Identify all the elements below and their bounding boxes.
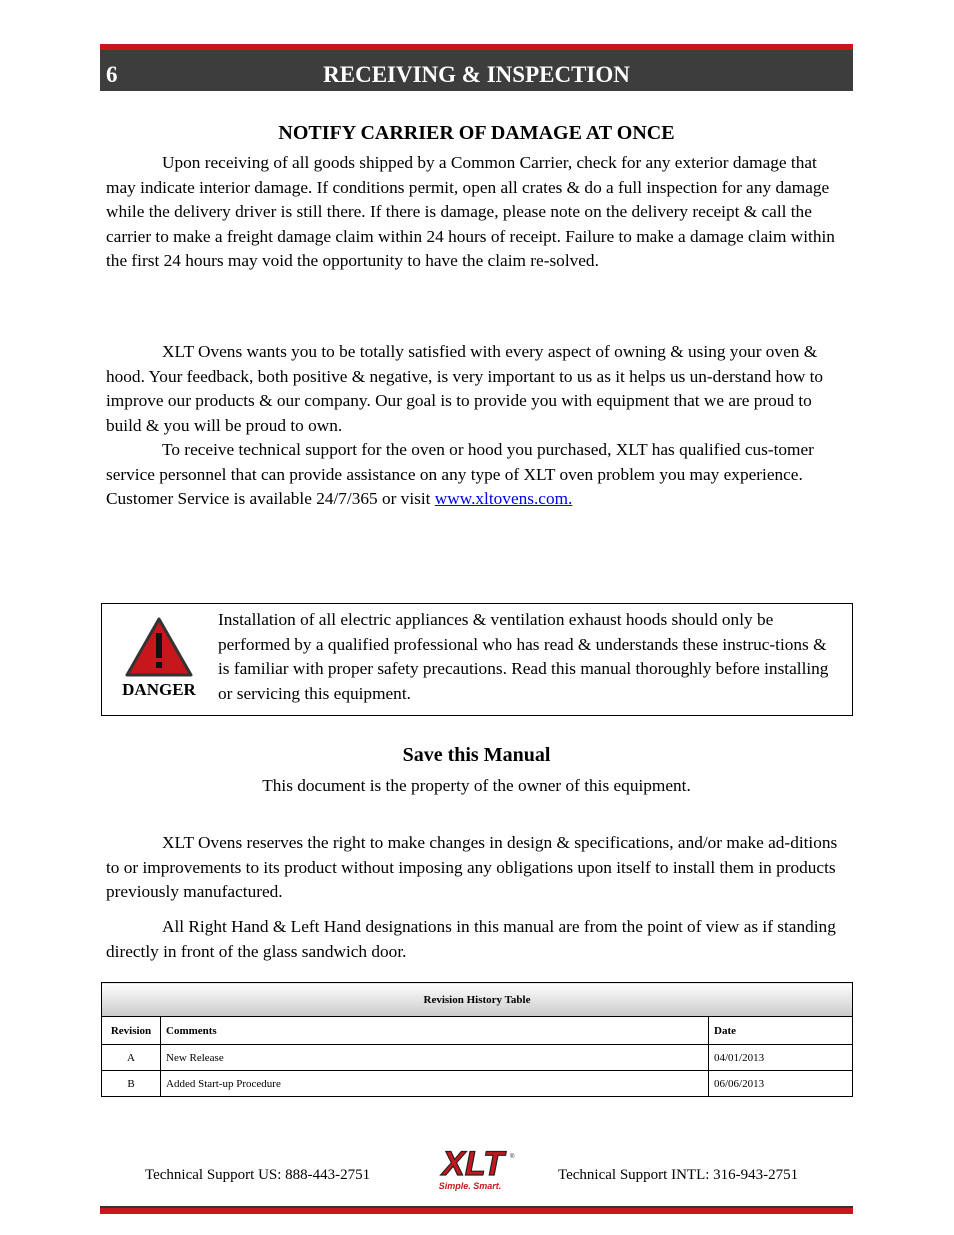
table-title: Revision History Table xyxy=(102,983,853,1017)
save-manual-heading: Save this Manual xyxy=(402,744,551,766)
save-manual-subtitle: This document is the property of the owner of this equipment. xyxy=(262,776,691,795)
table-header-row xyxy=(102,1017,853,1045)
website-link[interactable]: www.xltovens.com. xyxy=(434,489,573,509)
table-row xyxy=(102,1045,853,1071)
comments-cell: Added Start-up Procedure xyxy=(161,1071,709,1097)
warning-triangle-icon xyxy=(124,616,194,678)
column-header-revision: Revision xyxy=(102,1017,161,1045)
xlt-logo xyxy=(428,1142,524,1192)
danger-label: DANGER xyxy=(122,680,196,699)
comments-cell: New Release xyxy=(161,1045,709,1071)
section-header-bar xyxy=(100,44,853,91)
column-header-date: Date xyxy=(709,1017,853,1045)
revision-history-table xyxy=(101,982,853,1097)
table-row xyxy=(102,1071,853,1097)
support-paragraph xyxy=(106,438,848,512)
svg-text:®: ® xyxy=(510,1154,515,1160)
support-intl: Technical Support INTL: 316-943-2751 xyxy=(558,1167,799,1183)
revision-cell: A xyxy=(102,1045,161,1071)
support-text: To receive technical support for the oven or hood you purchased, XLT has qualified cus-tomer service personnel that can provide assistance on any type of XLT oven problem you may experience. Customer Service is available 24/7/365 or visit xyxy=(106,440,814,509)
notify-heading: NOTIFY CARRIER OF DAMAGE AT ONCE xyxy=(278,122,675,144)
logo-text: XLT xyxy=(442,1145,504,1183)
date-cell: 06/06/2013 xyxy=(709,1071,853,1097)
footer-rule xyxy=(100,1206,853,1214)
handedness-paragraph: All Right Hand & Left Hand designations in this manual are from the point of view as if standing directly in front of the glass sandwich door. xyxy=(106,917,836,961)
logo-tagline: Simple. Smart. xyxy=(438,1181,502,1191)
design-changes-paragraph: XLT Ovens reserves the right to make changes in design & specifications, and/or make ad-ditions to or improvements to its product without imposing any obligations upon itself to install them in products previously manufactured. xyxy=(106,833,838,902)
danger-box xyxy=(101,603,853,716)
danger-text: Installation of all electric appliances & ventilation exhaust hoods should only be performed by a qualified professional who has read & understands these instruc-tions & is familiar with proper safety precautions. Read this manual thoroughly before installing or servicing this equipment. xyxy=(218,610,829,703)
revision-cell: B xyxy=(102,1071,161,1097)
section-number: 6 xyxy=(106,62,118,87)
satisfaction-paragraph: XLT Ovens wants you to be totally satisfied with every aspect of owning & using your oven & hood. Your feedback, both positive & negative, is very important to us as it helps us un-derstand how to improve our products & our company. Our goal is to provide you with equipment that we are proud to build & you will be proud to own. xyxy=(106,342,824,435)
section-title: RECEIVING & INSPECTION xyxy=(323,62,630,87)
notify-paragraph: Upon receiving of all goods shipped by a Common Carrier, check for any exterior damage that may indicate interior damage. If conditions permit, open all crates & do a full inspection for any damage while the delivery driver is still there. If there is damage, please note on the delivery receipt & call the carrier to make a freight damage claim within 24 hours of receipt. Failure to make a damage claim within the first 24 hours may void the opportunity to have the claim re-solved. xyxy=(106,153,835,271)
date-cell: 04/01/2013 xyxy=(709,1045,853,1071)
support-us: Technical Support US: 888-443-2751 xyxy=(145,1167,371,1183)
column-header-comments: Comments xyxy=(161,1017,709,1045)
